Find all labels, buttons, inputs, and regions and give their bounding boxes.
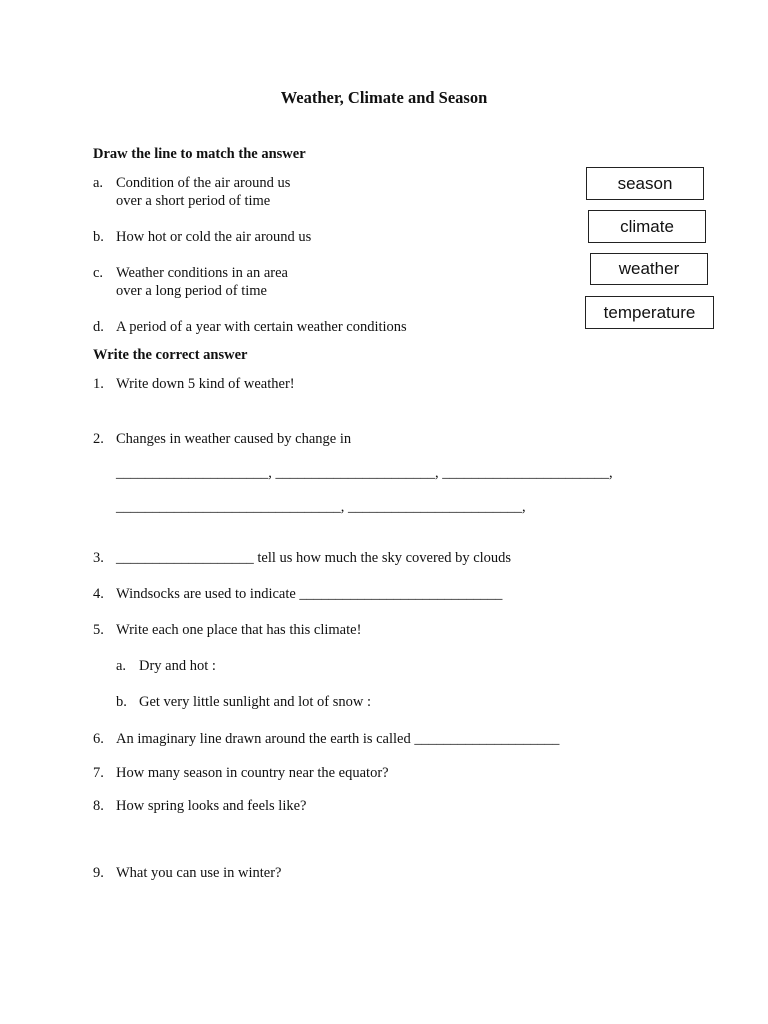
question-number: 9. bbox=[93, 865, 104, 881]
question-number: 4. bbox=[93, 586, 104, 602]
question-text: ___________________ tell us how much the sky covered by clouds bbox=[116, 550, 512, 566]
question-text: Windsocks are used to indicate ____________________________ bbox=[116, 586, 503, 602]
question-text: Write each one place that has this climate! bbox=[116, 622, 362, 638]
sub-question-marker: a. bbox=[116, 658, 127, 674]
question-text: What you can use in winter? bbox=[116, 865, 282, 881]
question-text: How spring looks and feels like? bbox=[116, 798, 307, 814]
answer-blanks-row1: _____________________, ______________________, _______________________, bbox=[116, 465, 613, 481]
question-text: Write down 5 kind of weather! bbox=[116, 376, 295, 392]
question-text: Changes in weather caused by change in bbox=[116, 431, 352, 447]
item-marker: d. bbox=[93, 319, 104, 335]
item-text-line1: Weather conditions in an area bbox=[116, 265, 288, 281]
item-text-line2: over a long period of time bbox=[116, 283, 267, 299]
section-heading-write: Write the correct answer bbox=[93, 347, 248, 363]
question-number: 1. bbox=[93, 376, 104, 392]
question-text: How many season in country near the equator? bbox=[116, 765, 389, 781]
answer-box-weather: weather bbox=[590, 253, 708, 285]
question-number: 6. bbox=[93, 731, 104, 747]
question-number: 8. bbox=[93, 798, 104, 814]
item-marker: a. bbox=[93, 175, 104, 191]
sub-question-text: Dry and hot : bbox=[139, 658, 216, 674]
item-text-line1: A period of a year with certain weather conditions bbox=[116, 319, 407, 335]
question-text: An imaginary line drawn around the earth is called ____________________ bbox=[116, 731, 560, 747]
question-number: 2. bbox=[93, 431, 104, 447]
question-number: 7. bbox=[93, 765, 104, 781]
page-title: Weather, Climate and Season bbox=[280, 88, 488, 107]
question-number: 3. bbox=[93, 550, 104, 566]
item-marker: b. bbox=[93, 229, 104, 245]
answer-box-climate: climate bbox=[588, 210, 706, 243]
section-heading-match: Draw the line to match the answer bbox=[93, 146, 306, 162]
answer-blanks-row2: _______________________________, ________________________, bbox=[116, 499, 526, 515]
item-text-line1: How hot or cold the air around us bbox=[116, 229, 312, 245]
item-marker: c. bbox=[93, 265, 104, 281]
sub-question-marker: b. bbox=[116, 694, 127, 710]
item-text-line2: over a short period of time bbox=[116, 193, 271, 209]
question-number: 5. bbox=[93, 622, 104, 638]
answer-box-temperature: temperature bbox=[585, 296, 714, 329]
answer-box-season: season bbox=[586, 167, 704, 200]
sub-question-text: Get very little sunlight and lot of snow : bbox=[139, 694, 371, 710]
item-text-line1: Condition of the air around us bbox=[116, 175, 291, 191]
